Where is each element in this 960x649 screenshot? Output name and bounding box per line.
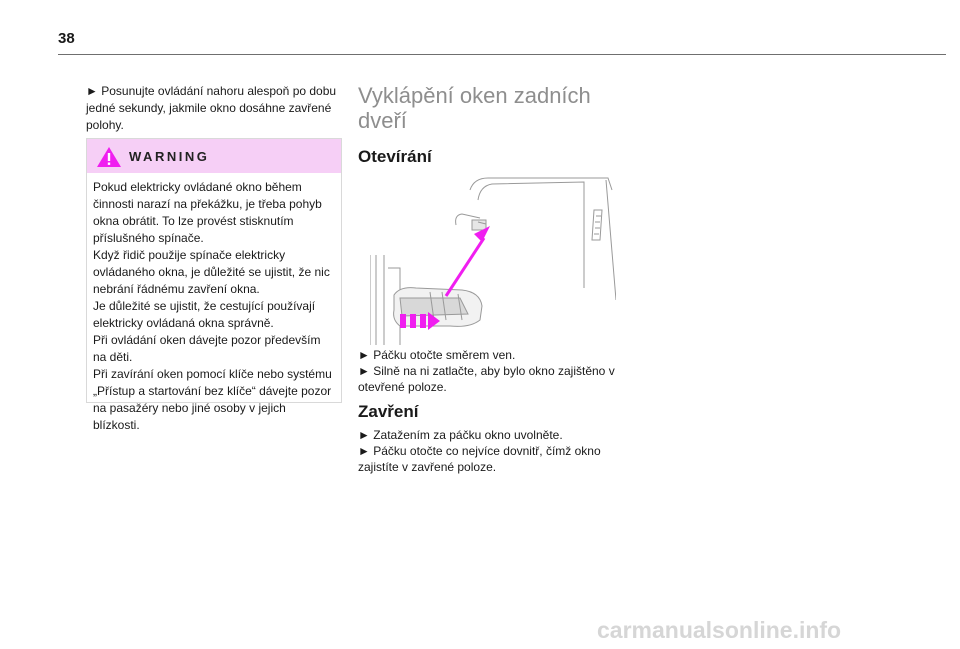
left-column	[86, 83, 342, 134]
warning-body: Pokud elektricky ovládané okno během činnosti narazí na překážku, je třeba pohyb okna obrátit. To lze provést stisknutím příslušného spínače. Když řidič použije spínače elektricky ovládaného okna, je důležité se ujistit, že nic nebrání řádnému zavření okna. Je důležité se ujistit, že cestující používají elektricky ovládaná okna správně. Při ovládání oken dávejte pozor především na děti. Při zavírání oken pomocí klíče nebo systému „Přístup a startování bez klíče“ dávejte pozor na pasažéry nebo jiné osoby v jejich blízkosti.	[93, 180, 332, 432]
closing-instructions	[358, 427, 618, 475]
closing-step-2: ► Páčku otočte co nejvíce dovnitř, čímž okno zajistíte v zavřené poloze.	[358, 444, 601, 474]
opening-step-1: ► Páčku otočte směrem ven.	[358, 348, 516, 362]
warning-header	[87, 139, 341, 173]
closing-heading: Zavření	[358, 402, 419, 421]
warning-box	[86, 138, 342, 432]
warning-title: WARNING	[129, 149, 210, 164]
opening-heading: Otevírání	[358, 147, 432, 166]
closing-step-1: ► Zatažením za páčku okno uvolněte.	[358, 428, 563, 442]
watermark: carmanualsonline.info	[597, 617, 842, 643]
opening-step-2: ► Silně na ni zatlačte, aby bylo okno zajištěno v otevřené poloze.	[358, 364, 615, 394]
page-number: 38	[58, 30, 75, 47]
opening-instructions	[358, 347, 618, 395]
header-rule	[58, 54, 946, 55]
window-latch-illustration	[370, 170, 616, 345]
warning-triangle-icon	[96, 146, 122, 173]
section-title: Vyklápění oken zadních dveří	[358, 83, 591, 133]
intro-paragraph: ► Posunujte ovládání nahoru alespoň po dobu jedné sekundy, jakmile okno dosáhne zavřené polohy.	[86, 84, 337, 132]
